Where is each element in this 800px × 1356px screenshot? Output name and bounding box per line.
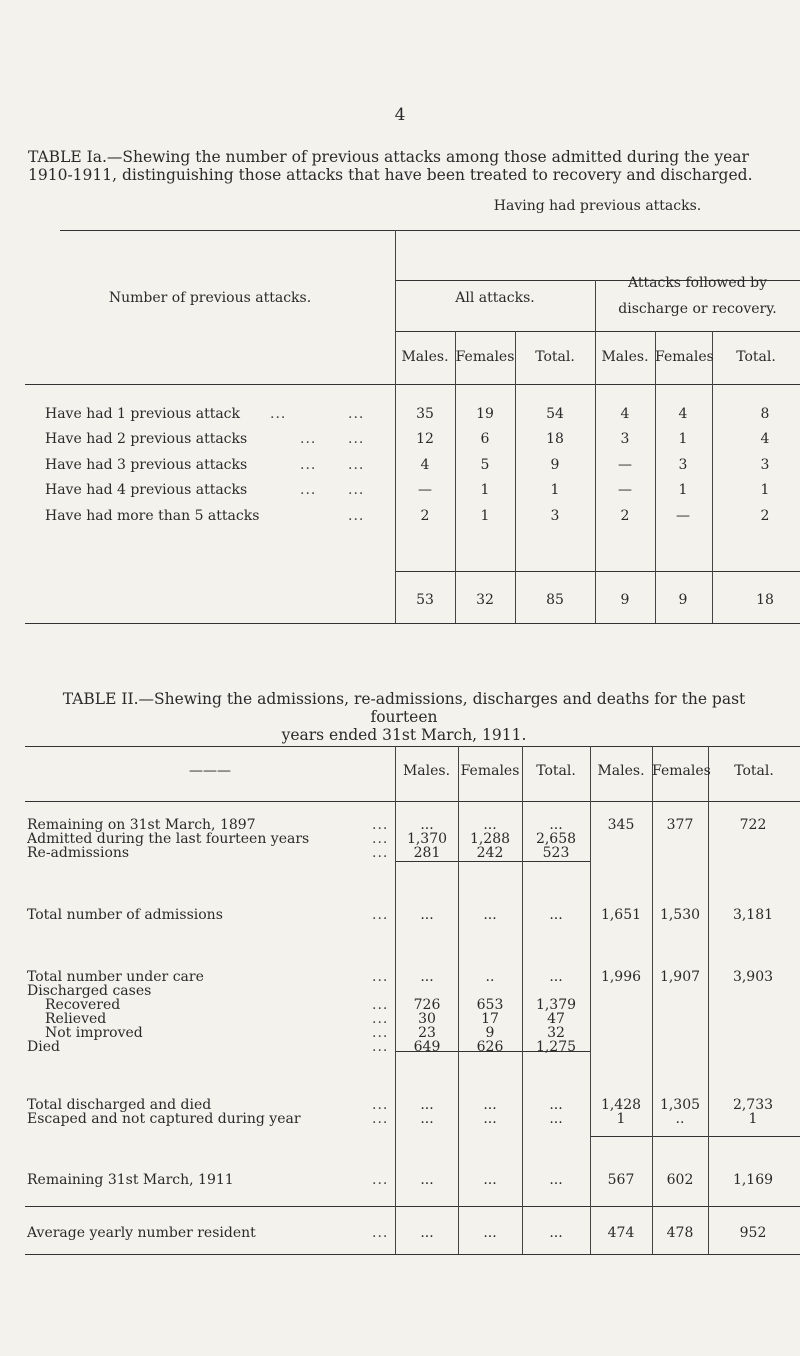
table2-rule [590,1136,800,1137]
table2-cell: 722 [739,817,767,833]
table2-cell: 281 [413,845,441,861]
table1-row-label: Have had 1 previous attack [45,406,241,422]
table2-cell: 1,370 [406,831,448,847]
table1-cell: 1 [760,482,770,498]
table1-cell: 9 [550,457,560,473]
table2-cell: 2,733 [732,1097,774,1113]
table2-cell: 1,996 [600,969,642,985]
table1-vrule [595,280,596,623]
table1-row-label: Have had 3 previous attacks [45,457,248,473]
table2-cell: ... [483,1225,497,1241]
table1-total: 85 [546,592,564,608]
table2-cell: ... [483,817,497,833]
leader-dots: ... [372,817,389,833]
leader-dots: ... [372,845,389,861]
table2-vrule [395,746,396,1254]
table2-cell: 478 [666,1225,694,1241]
leader-dots: ... [372,1025,389,1041]
row-recovered: Recovered [45,997,121,1013]
table2-cell: 567 [607,1172,635,1188]
table2-cell: 626 [476,1039,504,1055]
leader-dots: ... [372,1011,389,1027]
table2-col-females: Females [652,763,711,779]
table2-cell: 9 [485,1025,495,1041]
leader-dots: ... [372,969,389,985]
table1-row-header: Number of previous attacks. [108,290,312,306]
table2-cell: ... [549,1225,563,1241]
table1-cell: 3 [620,431,630,447]
table1-cell: 4 [760,431,770,447]
table2-cell: 23 [418,1025,436,1041]
table1-cell: — [618,482,632,498]
table2-cell: 47 [547,1011,565,1027]
table1-cell: — [618,457,632,473]
table2-cell: 242 [476,845,504,861]
row-discharged-died: Total discharged and died [27,1097,212,1113]
table1-cell: 4 [420,457,430,473]
table1-header-top: Having had previous attacks. [493,198,702,214]
table1-bottom-rule [25,623,800,624]
table1-cell: 2 [620,508,630,524]
leader-dots: ... [348,457,365,473]
table1-total: 9 [678,592,688,608]
table2-col-total: Total. [536,763,576,779]
table2-cell: 1,305 [659,1097,701,1113]
table1-col-total: Total. [535,349,575,365]
row-average: Average yearly number resident [27,1225,256,1241]
table2-cell: 377 [666,817,694,833]
table2-cell: 1,530 [659,907,701,923]
table1-col-females: Females [455,349,515,365]
table2-cell: 726 [413,997,441,1013]
table1-cell: 12 [416,431,434,447]
leader-dots: ... [372,997,389,1013]
table1-vrule [455,331,456,623]
leader-dots: ... [372,907,389,923]
table1-row-label: Have had 4 previous attacks [45,482,248,498]
row-remaining-1911: Remaining 31st March, 1911 [27,1172,234,1188]
table2-cell: 1,428 [600,1097,642,1113]
row-died: Died [27,1039,60,1055]
table1-cell: 8 [760,406,770,422]
table2-cell: ... [420,1097,434,1113]
table1-cell: 2 [760,508,770,524]
table2-cell: 523 [542,845,570,861]
table2-cell: 1,275 [535,1039,577,1055]
table2-cell: 602 [666,1172,694,1188]
table2-cell: 474 [607,1225,635,1241]
table1-total: 32 [476,592,494,608]
table2-cell: ... [420,1225,434,1241]
table2-top-rule [25,746,800,747]
table1-vrule [655,331,656,623]
table2-cell: ... [420,1111,434,1127]
table1-total: 9 [620,592,630,608]
row-not-improved: Not improved [45,1025,143,1041]
table2-cell: 1,379 [535,997,577,1013]
table1-vrule [515,331,516,623]
table1-col-males: Males. [601,349,649,365]
leader-dots: ... [372,1097,389,1113]
table1-row-label: Have had more than 5 attacks [45,508,260,524]
leader-dots: ... [372,1111,389,1127]
row-relieved: Relieved [45,1011,107,1027]
table2-cell: ... [483,1111,497,1127]
table2-cell: 1,169 [732,1172,774,1188]
table1-cell: 35 [416,406,434,422]
table2-cell: 345 [607,817,635,833]
table2-vrule [652,746,653,1254]
table1-cell: 18 [546,431,564,447]
leader-dots: ... [372,1225,389,1241]
table1-col-total: Total. [736,349,776,365]
table2-rule [395,861,590,862]
leader-dots: ... [270,406,287,422]
table2-vrule [590,746,591,1254]
table2-cell: .. [485,969,495,985]
table2-cell: 653 [476,997,504,1013]
table2-cell: 17 [481,1011,499,1027]
table1-top-rule [60,230,800,231]
table2-corner: ——— [189,763,231,779]
table1-group-followed-line2: discharge or recovery. [618,301,777,317]
table2-cell: 3,903 [732,969,774,985]
leader-dots: ... [372,1172,389,1188]
table1-cell: 1 [678,482,688,498]
table1-cell: 1 [480,508,490,524]
table2-cell: 3,181 [732,907,774,923]
row-under-care: Total number under care [27,969,204,985]
leader-dots: ... [372,1039,389,1055]
row-readmissions: Re-admissions [27,845,130,861]
page-number: 4 [394,105,406,125]
table2-cell: ... [483,1172,497,1188]
table1-cell: 3 [678,457,688,473]
table2-cell: 1 [748,1111,758,1127]
leader-dots: ... [348,431,365,447]
table1-cell: 4 [678,406,688,422]
table2-cell: ... [549,817,563,833]
leader-dots: ... [348,406,365,422]
table2-caption-line2: years ended 31st March, 1911. [281,726,527,744]
table2-col-males: Males. [597,763,645,779]
table1-cell: 19 [476,406,494,422]
table1-cell: — [418,482,432,498]
table2-cell: ... [420,969,434,985]
table2-col-females: Females [460,763,520,779]
table2-cell: 1 [616,1111,626,1127]
table1-col-males: Males. [401,349,449,365]
table1-cell: 6 [480,431,490,447]
table2-vrule [708,746,709,1254]
table2-cell: 1,907 [659,969,701,985]
table1-col-females: Females [655,349,714,365]
table2-cell: ... [420,907,434,923]
table1-cell: 1 [480,482,490,498]
table2-cell: 952 [739,1225,767,1241]
table2-cell: ... [549,1172,563,1188]
table1-header-rule [25,384,800,385]
leader-dots: ... [300,431,317,447]
table2-cell: 1,651 [600,907,642,923]
table2-cell: ... [549,1111,563,1127]
table2-cell: 2,658 [535,831,577,847]
table1-cell: 5 [480,457,490,473]
table2-bottom-rule [25,1254,800,1255]
table1-vrule [712,331,713,623]
leader-dots: ... [300,457,317,473]
row-total-admissions: Total number of admissions [27,907,223,923]
table2-cell: ... [420,817,434,833]
table2-col-males: Males. [402,763,451,779]
table2-cell: ... [483,1097,497,1113]
table2-cell: 649 [413,1039,441,1055]
table2-vrule [522,746,523,1254]
leader-dots: ... [372,831,389,847]
table2-vrule [458,746,459,1254]
table1-cell: — [676,508,690,524]
table1-vrule [395,230,396,623]
table2-cell: ... [549,969,563,985]
table1-cell: 54 [546,406,564,422]
table1-cell: 2 [420,508,430,524]
table2-header-rule [25,801,800,802]
table1-total: 53 [416,592,434,608]
table1-cell: 3 [550,508,560,524]
table1-caption: TABLE Ia.—Shewing the number of previous attacks among those admitted during the year 1910-1911, distinguishing those attacks that have been treated to recovery and discharged. [28,148,753,184]
table2-cell: 1,288 [469,831,511,847]
table2-cell: ... [420,1172,434,1188]
table2-caption [28,690,780,744]
table1-cell: 1 [550,482,560,498]
table1-row-label: Have had 2 previous attacks [45,431,248,447]
table2-cell: 32 [547,1025,565,1041]
row-admitted: Admitted during the last fourteen years [27,831,310,847]
table2-col-total: Total. [734,763,774,779]
leader-dots: ... [348,482,365,498]
table2-cell: 30 [418,1011,436,1027]
table2-cell: ... [483,907,497,923]
table2-cell: .. [675,1111,685,1127]
row-remaining-1897: Remaining on 31st March, 1897 [27,817,256,833]
leader-dots: ... [348,508,365,524]
table1-cell: 1 [678,431,688,447]
table2-cell: ... [549,1097,563,1113]
table1-total: 18 [756,592,774,608]
table2-cell: ... [549,907,563,923]
row-discharged-cases: Discharged cases [27,983,152,999]
table1-cell: 4 [620,406,630,422]
table2-rule [25,1206,800,1207]
leader-dots: ... [300,482,317,498]
table2-caption-line1: TABLE II.—Shewing the admissions, re-admissions, discharges and deaths for the past fourteen [62,690,746,726]
table1-group-all: All attacks. [455,290,535,306]
table1-cell: 3 [760,457,770,473]
row-escaped: Escaped and not captured during year [27,1111,301,1127]
table1-group-followed-line1: Attacks followed by [628,275,767,291]
